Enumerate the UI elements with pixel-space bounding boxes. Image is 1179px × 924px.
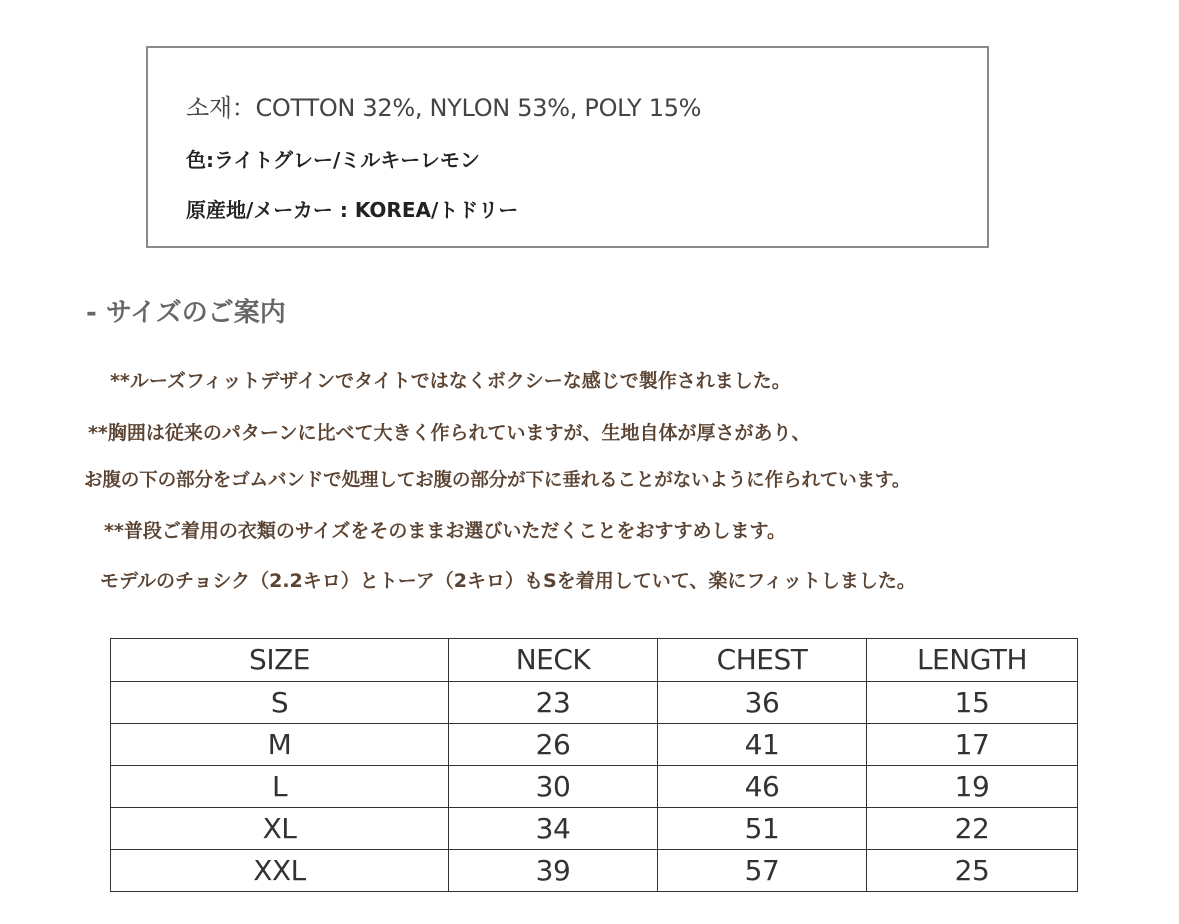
cell-chest: 51 xyxy=(658,808,867,850)
size-note: モデルのチョシク（2.2キロ）とトーア（2キロ）もSを着用していて、楽にフィットしました。 xyxy=(100,570,916,592)
cell-length: 17 xyxy=(867,724,1078,766)
size-note: **胸囲は従来のパターンに比べて大きく作られていますが、生地自体が厚さがあり、 xyxy=(88,422,811,444)
cell-neck: 30 xyxy=(449,766,658,808)
table-row xyxy=(111,724,1078,766)
header-chest: CHEST xyxy=(658,639,867,682)
cell-size: XL xyxy=(111,808,449,850)
cell-neck: 39 xyxy=(449,850,658,892)
size-note: **ルーズフィットデザインでタイトではなくボクシーな感じで製作されました。 xyxy=(110,370,791,392)
cell-neck: 34 xyxy=(449,808,658,850)
cell-neck: 23 xyxy=(449,682,658,724)
cell-size: M xyxy=(111,724,449,766)
size-table xyxy=(110,638,1078,892)
cell-neck: 26 xyxy=(449,724,658,766)
table-row xyxy=(111,682,1078,724)
origin-text: 原産地/メーカー : KOREA/トドリー xyxy=(186,198,519,222)
cell-length: 19 xyxy=(867,766,1078,808)
cell-chest: 41 xyxy=(658,724,867,766)
size-guide-heading: - サイズのご案内 xyxy=(86,298,286,328)
cell-size: S xyxy=(111,682,449,724)
size-note: **普段ご着用の衣類のサイズをそのままお選びいただくことをおすすめします。 xyxy=(104,520,787,542)
cell-length: 15 xyxy=(867,682,1078,724)
table-row xyxy=(111,766,1078,808)
cell-length: 25 xyxy=(867,850,1078,892)
size-note: お腹の下の部分をゴムバンドで処理してお腹の部分が下に垂れることがないように作られています。 xyxy=(84,470,911,491)
material-text: 소재：COTTON 32%, NYLON 53%, POLY 15% xyxy=(186,94,702,122)
cell-chest: 36 xyxy=(658,682,867,724)
product-info-box xyxy=(146,46,989,248)
header-neck: NECK xyxy=(449,639,658,682)
cell-size: XXL xyxy=(111,850,449,892)
cell-length: 22 xyxy=(867,808,1078,850)
header-length: LENGTH xyxy=(867,639,1078,682)
table-row xyxy=(111,808,1078,850)
table-header-row xyxy=(111,639,1078,682)
cell-chest: 57 xyxy=(658,850,867,892)
color-text: 色:ライトグレー/ミルキーレモン xyxy=(186,148,480,172)
table-row xyxy=(111,850,1078,892)
header-size: SIZE xyxy=(111,639,449,682)
cell-chest: 46 xyxy=(658,766,867,808)
cell-size: L xyxy=(111,766,449,808)
